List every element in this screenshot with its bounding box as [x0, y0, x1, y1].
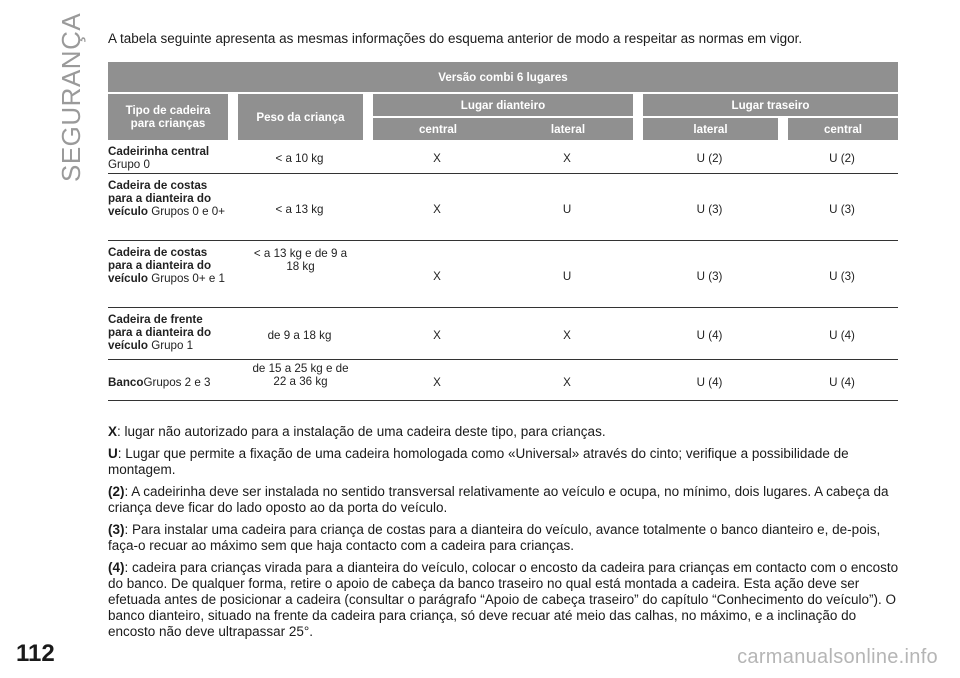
rear-central: U (4) — [788, 360, 898, 401]
col-header-rear-central: central — [788, 116, 898, 140]
rear-lateral: U (2) — [643, 140, 778, 174]
note-x: X: lugar não autorizado para a instalação de uma cadeira deste tipo, para crianças. — [108, 424, 606, 439]
table-row — [108, 241, 898, 308]
front-lateral: X — [503, 308, 633, 360]
child-weight: < a 13 kg — [238, 174, 363, 241]
child-weight: < a 13 kg e de 9 a 18 kg — [238, 241, 363, 308]
rear-central: U (3) — [788, 241, 898, 308]
section-label — [50, 12, 90, 182]
watermark: carmanualsonline.info — [737, 646, 938, 668]
col-header-rear-lateral: lateral — [643, 116, 778, 140]
child-weight: de 9 a 18 kg — [238, 308, 363, 360]
child-seat-table — [108, 62, 898, 401]
front-lateral: X — [503, 140, 633, 174]
rear-lateral: U (4) — [643, 308, 778, 360]
front-central: X — [373, 360, 503, 401]
front-central: X — [373, 140, 503, 174]
child-weight: < a 10 kg — [238, 140, 363, 174]
page-number: 112 — [16, 640, 55, 667]
col-header-front-lateral: lateral — [503, 116, 633, 140]
rear-lateral: U (4) — [643, 360, 778, 401]
col-header-type: Tipo de cadeira para crianças — [108, 94, 228, 140]
rear-lateral: U (3) — [643, 241, 778, 308]
front-lateral: U — [503, 174, 633, 241]
note-4: (4): cadeira para crianças virada para a dianteira do veículo, colocar o encosto da cadeira para crianças em contacto com o encosto do banco. De qualquer forma, retire o apoio de cabeça da banco traseiro no qual está montada a cadeira. Esta ação deve ser efetuada antes de posicionar a cadeira (consultar o parágrafo “Apoio de cabeça traseiro” do capítulo “Conhecimento do veículo”). O banco dianteiro, situado na frente da cadeira para criança, só deve recuar até meio das calhas, no máximo, e a inclinação do encosto não deve ultrapassar 25°. — [108, 560, 899, 639]
seat-type: Cadeirinha central Grupo 0 — [108, 140, 228, 174]
table-row — [108, 140, 898, 174]
seat-type: Cadeira de costas para a dianteira do veículo Grupos 0+ e 1 — [108, 241, 228, 308]
front-lateral: X — [503, 360, 633, 401]
front-central: X — [373, 241, 503, 308]
child-weight: de 15 a 25 kg e de 22 a 36 kg — [238, 360, 363, 401]
table-row — [108, 174, 898, 241]
version-header: Versão combi 6 lugares — [108, 62, 898, 94]
rear-central: U (2) — [788, 140, 898, 174]
intro-text: A tabela seguinte apresenta as mesmas informações do esquema anterior de modo a respeitar as normas em vigor. — [108, 31, 803, 46]
col-header-front: Lugar dianteiro — [373, 94, 633, 116]
table-row — [108, 360, 898, 401]
front-lateral: U — [503, 241, 633, 308]
col-header-rear: Lugar traseiro — [643, 94, 898, 116]
table-row — [108, 308, 898, 360]
rear-central: U (4) — [788, 308, 898, 360]
rear-central: U (3) — [788, 174, 898, 241]
front-central: X — [373, 174, 503, 241]
seat-type: Cadeira de costas para a dianteira do veículo Grupos 0 e 0+ — [108, 174, 228, 241]
seat-type: BancoGrupos 2 e 3 — [108, 360, 228, 401]
front-central: X — [373, 308, 503, 360]
seat-type: Cadeira de frente para a dianteira do veículo Grupo 1 — [108, 308, 228, 360]
notes — [108, 424, 900, 646]
rear-lateral: U (3) — [643, 174, 778, 241]
note-3: (3): Para instalar uma cadeira para criança de costas para a dianteira do veículo, avance totalmente o banco dianteiro e, de-pois, faça-o recuar ao máximo sem que haja contacto com a cadeira para crianças. — [108, 522, 881, 553]
note-2: (2): A cadeirinha deve ser instalada no sentido transversal relativamente ao veículo e ocupa, no mínimo, dois lugares. A cabeça da criança deve ficar do lado oposto ao da porta do veículo. — [108, 484, 889, 515]
section-label-text: SEGURANÇA — [56, 12, 86, 182]
note-u: U: Lugar que permite a fixação de uma cadeira homologada como «Universal» através do cinto; verifique a possibilidade de montagem. — [108, 446, 849, 477]
col-header-front-central: central — [373, 116, 503, 140]
col-header-weight: Peso da criança — [238, 94, 363, 140]
